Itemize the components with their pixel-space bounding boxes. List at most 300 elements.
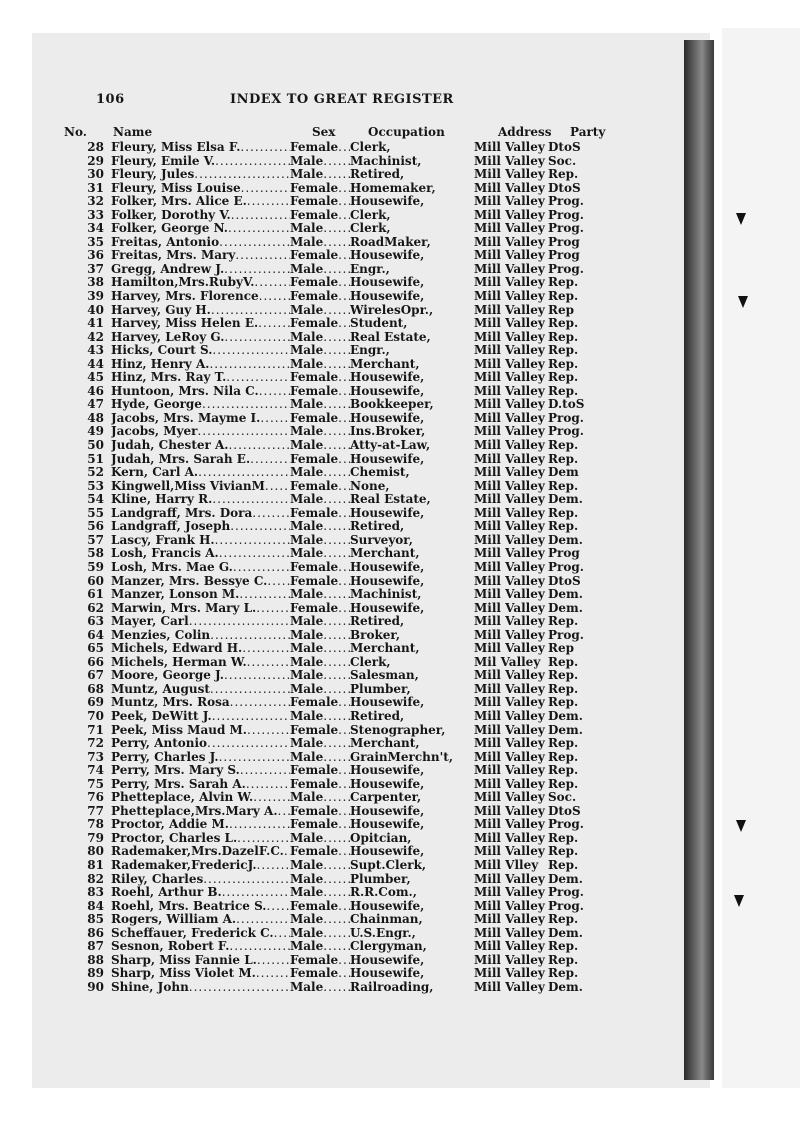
table-row: [64, 764, 624, 778]
voter-address: Mill Valley: [474, 573, 545, 588]
voter-occupation: Housewife,: [350, 804, 425, 818]
table-row: [64, 331, 624, 345]
entry-number: 58: [87, 546, 104, 561]
voter-address: Mill Valley: [474, 790, 545, 805]
voter-party: Rep.: [548, 776, 579, 791]
voter-address: Mil Valley: [474, 654, 541, 669]
voter-sex: Male .....: [290, 940, 350, 954]
voter-sex: Male .....: [290, 832, 350, 846]
voter-party: Dem.: [548, 587, 583, 602]
table-row: [64, 371, 624, 385]
voter-sex: Female .....: [290, 818, 350, 832]
table-row: [64, 818, 624, 832]
voter-party: DtoS: [548, 573, 581, 588]
entry-number: 79: [87, 830, 104, 845]
voter-party: Rep.: [548, 912, 579, 927]
entry-number: 66: [87, 654, 104, 669]
voter-occupation: GrainMerchn't,: [350, 750, 454, 764]
voter-name: Rademaker,Mrs.DazelF.C. .....: [111, 845, 290, 859]
voter-name: Muntz, August .....: [111, 683, 290, 697]
entry-number: 52: [87, 465, 104, 480]
voter-address: Mill Valley: [474, 722, 545, 737]
entry-number: 67: [87, 668, 104, 683]
voter-occupation: Real Estate,: [350, 493, 431, 507]
voter-address: Mill Valley: [474, 803, 545, 818]
voter-name: Landgraff, Mrs. Dora .....: [111, 507, 290, 521]
table-row: [64, 791, 624, 805]
table-row: [64, 317, 624, 331]
entry-number: 38: [87, 275, 104, 290]
voter-name: Harvey, Guy H. .....: [111, 304, 290, 318]
entry-number: 30: [87, 167, 104, 182]
voter-party: Rep.: [548, 505, 579, 520]
voter-sex: Female .....: [290, 195, 350, 209]
voter-occupation: Student,: [350, 317, 408, 331]
voter-address: Mill Valley: [474, 587, 545, 602]
voter-party: Rep.: [548, 370, 579, 385]
voter-occupation: Real Estate,: [350, 330, 431, 344]
table-row: [64, 683, 624, 697]
entry-number: 33: [87, 207, 104, 222]
voter-name: Hyde, George .....: [111, 398, 290, 412]
voter-sex: Male .....: [290, 886, 350, 900]
voter-address: Mill Valley: [474, 234, 545, 249]
register-entries: [64, 141, 624, 994]
voter-party: Rep.: [548, 519, 579, 534]
voter-name: Sharp, Miss Violet M. .....: [111, 967, 290, 981]
voter-name: Kline, Harry R. .....: [111, 493, 290, 507]
voter-name: Folker, Mrs. Alice E. .....: [111, 195, 290, 209]
voter-party: Rep.: [548, 939, 579, 954]
voter-name: Shine, John .....: [111, 981, 290, 995]
voter-occupation: Bookkeeper,: [350, 398, 434, 412]
entry-number: 53: [87, 478, 104, 493]
entry-number: 42: [87, 329, 104, 344]
voter-name: Fleury, Miss Louise .....: [111, 182, 290, 196]
table-row: [64, 805, 624, 819]
voter-occupation: Retired,: [350, 709, 405, 723]
voter-address: Mill Valley: [474, 465, 545, 480]
voter-name: Perry, Antonio .....: [111, 737, 290, 751]
voter-sex: Female .....: [290, 276, 350, 290]
voter-address: Mill Valley: [474, 736, 545, 751]
entry-number: 74: [87, 763, 104, 778]
voter-name: Jacobs, Mrs. Mayme I. .....: [111, 412, 290, 426]
voter-sex: Male .....: [290, 466, 350, 480]
voter-address: Mill Valley: [474, 600, 545, 615]
table-row: [64, 425, 624, 439]
voter-name: Michels, Edward H. .....: [111, 642, 290, 656]
voter-sex: Male .....: [290, 981, 350, 995]
voter-address: Mill Valley: [474, 302, 545, 317]
voter-party: Rep.: [548, 668, 579, 683]
voter-name: Michels, Herman W. .....: [111, 656, 290, 670]
voter-party: Rep.: [548, 681, 579, 696]
voter-sex: Female .....: [290, 778, 350, 792]
voter-sex: Female .....: [290, 249, 350, 263]
voter-occupation: Clergyman,: [350, 940, 427, 954]
voter-party: Soc.: [548, 790, 577, 805]
voter-address: Mill Valley: [474, 356, 545, 371]
ink-blot: [738, 296, 748, 308]
column-header-name: Name: [113, 125, 153, 139]
table-row: [64, 155, 624, 169]
table-row: [64, 873, 624, 887]
voter-occupation: Merchant,: [350, 357, 420, 371]
voter-name: Harvey, LeRoy G. .....: [111, 331, 290, 345]
voter-sex: Female .....: [290, 507, 350, 521]
voter-address: Mill Valley: [474, 140, 545, 154]
voter-address: Mill Valley: [474, 749, 545, 764]
entry-number: 80: [87, 844, 104, 859]
table-row: [64, 236, 624, 250]
voter-sex: Male .....: [290, 222, 350, 236]
voter-party: Prog.: [548, 261, 584, 276]
voter-name: Rogers, William A. .....: [111, 913, 290, 927]
voter-address: Mill Valley: [474, 397, 545, 412]
voter-name: Sesnon, Robert F. .....: [111, 940, 290, 954]
entry-number: 68: [87, 681, 104, 696]
table-row: [64, 954, 624, 968]
entry-number: 86: [87, 925, 104, 940]
voter-name: Perry, Mrs. Mary S. .....: [111, 764, 290, 778]
voter-party: Rep.: [548, 695, 579, 710]
voter-occupation: Salesman,: [350, 669, 419, 683]
voter-occupation: Housewife,: [350, 249, 425, 263]
voter-name: Perry, Charles J. .....: [111, 751, 290, 765]
voter-occupation: U.S.Engr.,: [350, 926, 416, 940]
voter-address: Mill Valley: [474, 668, 545, 683]
entry-number: 28: [87, 140, 104, 154]
table-row: [64, 575, 624, 589]
voter-address: Mill Valley: [474, 343, 545, 358]
entry-number: 50: [87, 438, 104, 453]
voter-name: Huntoon, Mrs. Nila C. .....: [111, 385, 290, 399]
voter-address: Mill Valley: [474, 979, 545, 994]
voter-name: Moore, George J. .....: [111, 669, 290, 683]
entry-number: 37: [87, 261, 104, 276]
voter-sex: Female .....: [290, 209, 350, 223]
table-row: [64, 182, 624, 196]
voter-sex: Female .....: [290, 954, 350, 968]
voter-address: Mill Valley: [474, 519, 545, 534]
voter-address: Mill Valley: [474, 153, 545, 168]
voter-party: Rep.: [548, 966, 579, 981]
voter-party: Prog.: [548, 898, 584, 913]
table-row: [64, 453, 624, 467]
voter-sex: Male .....: [290, 642, 350, 656]
voter-occupation: Housewife,: [350, 818, 425, 832]
entry-number: 87: [87, 939, 104, 954]
voter-name: Muntz, Mrs. Rosa .....: [111, 696, 290, 710]
voter-sex: Female .....: [290, 141, 350, 155]
voter-occupation: R.R.Com.,: [350, 886, 417, 900]
voter-address: Mill Valley: [474, 817, 545, 832]
voter-party: Rep.: [548, 356, 579, 371]
voter-address: Mill Valley: [474, 681, 545, 696]
voter-address: Mill Valley: [474, 410, 545, 425]
column-header-party: Party: [570, 125, 606, 139]
voter-occupation: Housewife,: [350, 384, 425, 398]
voter-sex: Male .....: [290, 344, 350, 358]
table-row: [64, 358, 624, 372]
table-row: [64, 398, 624, 412]
voter-occupation: Housewife,: [350, 696, 425, 710]
voter-sex: Male .....: [290, 425, 350, 439]
voter-sex: Male .....: [290, 534, 350, 548]
voter-occupation: Plumber,: [350, 682, 411, 696]
voter-occupation: Atty-at-Law,: [350, 439, 431, 453]
voter-sex: Male .....: [290, 588, 350, 602]
voter-address: Mill Valley: [474, 438, 545, 453]
table-row: [64, 832, 624, 846]
table-row: [64, 859, 624, 873]
table-row: [64, 886, 624, 900]
column-header-address: Address: [498, 125, 552, 139]
voter-address: Mill Valley: [474, 966, 545, 981]
entry-number: 39: [87, 289, 104, 304]
voter-address: Mill Valley: [474, 641, 545, 656]
voter-address: Mill Valley: [474, 776, 545, 791]
voter-name: Rademaker,FredericJ. .....: [111, 859, 290, 873]
voter-sex: Male .....: [290, 358, 350, 372]
voter-address: Mill Valley: [474, 478, 545, 493]
voter-occupation: Retired,: [350, 168, 405, 182]
voter-occupation: Housewife,: [350, 371, 425, 385]
voter-occupation: Engr.,: [350, 262, 390, 276]
voter-name: Kingwell,Miss VivianM .....: [111, 480, 290, 494]
table-row: [64, 466, 624, 480]
voter-party: Prog.: [548, 410, 584, 425]
voter-party: DtoS: [548, 180, 581, 195]
voter-party: Prog.: [548, 424, 584, 439]
voter-party: Dem.: [548, 708, 583, 723]
voter-address: Mill Valley: [474, 451, 545, 466]
entry-number: 81: [87, 857, 104, 872]
voter-sex: Male .....: [290, 331, 350, 345]
voter-name: Losh, Mrs. Mae G. .....: [111, 561, 290, 575]
table-row: [64, 981, 624, 995]
entry-number: 29: [87, 153, 104, 168]
voter-name: Judah, Chester A. .....: [111, 439, 290, 453]
voter-occupation: Housewife,: [350, 967, 425, 981]
voter-sex: Male .....: [290, 873, 350, 887]
voter-address: Mill Valley: [474, 898, 545, 913]
voter-party: Dem.: [548, 722, 583, 737]
voter-address: Mill Valley: [474, 559, 545, 574]
voter-sex: Female .....: [290, 764, 350, 778]
table-row: [64, 141, 624, 155]
voter-sex: Female .....: [290, 967, 350, 981]
table-row: [64, 778, 624, 792]
voter-occupation: Chemist,: [350, 466, 410, 480]
entry-number: 54: [87, 492, 104, 507]
voter-party: Rep.: [548, 329, 579, 344]
page-title: INDEX TO GREAT REGISTER: [230, 92, 454, 107]
voter-address: Mill Valley: [474, 546, 545, 561]
voter-party: Dem.: [548, 871, 583, 886]
voter-occupation: Housewife,: [350, 764, 425, 778]
voter-party: Dem.: [548, 492, 583, 507]
table-row: [64, 967, 624, 981]
voter-sex: Male .....: [290, 669, 350, 683]
voter-sex: Female .....: [290, 561, 350, 575]
voter-occupation: Stenographer,: [350, 723, 446, 737]
voter-occupation: Housewife,: [350, 452, 425, 466]
voter-sex: Male .....: [290, 398, 350, 412]
voter-occupation: Railroading,: [350, 980, 434, 994]
entry-number: 60: [87, 573, 104, 588]
table-row: [64, 588, 624, 602]
voter-name: Judah, Mrs. Sarah E. .....: [111, 453, 290, 467]
voter-address: Mill Valley: [474, 925, 545, 940]
voter-sex: Male .....: [290, 547, 350, 561]
voter-party: DtoS: [548, 803, 581, 818]
table-row: [64, 263, 624, 277]
voter-party: Rep.: [548, 383, 579, 398]
entry-number: 47: [87, 397, 104, 412]
entry-number: 89: [87, 966, 104, 981]
voter-party: Rep: [548, 302, 574, 317]
voter-address: Mill Valley: [474, 695, 545, 710]
voter-sex: Male .....: [290, 520, 350, 534]
voter-occupation: Surveyor,: [350, 533, 413, 547]
table-row: [64, 913, 624, 927]
book-spine-shadow: [684, 40, 714, 1080]
table-row: [64, 642, 624, 656]
voter-sex: Male .....: [290, 859, 350, 873]
voter-sex: Male .....: [290, 263, 350, 277]
voter-name: Kern, Carl A. .....: [111, 466, 290, 480]
voter-name: Scheffauer, Frederick C. .....: [111, 927, 290, 941]
table-row: [64, 480, 624, 494]
entry-number: 56: [87, 519, 104, 534]
voter-name: Jacobs, Myer .....: [111, 425, 290, 439]
voter-occupation: Chainman,: [350, 913, 423, 927]
table-row: [64, 168, 624, 182]
entry-number: 44: [87, 356, 104, 371]
column-header-no: No.: [64, 125, 87, 139]
voter-party: Rep.: [548, 763, 579, 778]
voter-occupation: Machinist,: [350, 154, 422, 168]
voter-party: D.toS: [548, 397, 585, 412]
voter-party: Rep.: [548, 451, 579, 466]
voter-name: Mayer, Carl .....: [111, 615, 290, 629]
voter-address: Mill Valley: [474, 316, 545, 331]
voter-sex: Female .....: [290, 575, 350, 589]
entry-number: 75: [87, 776, 104, 791]
voter-occupation: Housewife,: [350, 777, 425, 791]
voter-name: Hinz, Mrs. Ray T. .....: [111, 371, 290, 385]
voter-address: Mill Valley: [474, 194, 545, 209]
voter-party: Dem.: [548, 925, 583, 940]
voter-address: Mill Valley: [474, 370, 545, 385]
voter-party: Rep.: [548, 844, 579, 859]
voter-sex: Male .....: [290, 656, 350, 670]
entry-number: 71: [87, 722, 104, 737]
voter-party: Dem.: [548, 600, 583, 615]
table-row: [64, 629, 624, 643]
entry-number: 64: [87, 627, 104, 642]
voter-name: Gregg, Andrew J. .....: [111, 263, 290, 277]
voter-name: Hinz, Henry A. .....: [111, 358, 290, 372]
entry-number: 34: [87, 221, 104, 236]
voter-address: Mill Valley: [474, 505, 545, 520]
voter-party: Prog.: [548, 559, 584, 574]
entry-number: 36: [87, 248, 104, 263]
table-row: [64, 710, 624, 724]
voter-occupation: Machinist,: [350, 588, 422, 602]
entry-number: 48: [87, 410, 104, 425]
voter-name: Freitas, Mrs. Mary .....: [111, 249, 290, 263]
voter-address: Mill Valley: [474, 952, 545, 967]
voter-sex: Male .....: [290, 791, 350, 805]
table-row: [64, 845, 624, 859]
voter-sex: Female .....: [290, 602, 350, 616]
voter-party: Rep.: [548, 857, 579, 872]
voter-name: Lascy, Frank H. .....: [111, 534, 290, 548]
table-row: [64, 737, 624, 751]
voter-party: Dem.: [548, 979, 583, 994]
table-row: [64, 696, 624, 710]
voter-occupation: WirelesOpr.,: [350, 303, 434, 317]
table-row: [64, 534, 624, 548]
table-row: [64, 276, 624, 290]
table-row: [64, 602, 624, 616]
entry-number: 63: [87, 614, 104, 629]
column-header-occupation: Occupation: [368, 125, 445, 139]
voter-address: Mill Valley: [474, 329, 545, 344]
voter-sex: Male .....: [290, 615, 350, 629]
voter-sex: Male .....: [290, 155, 350, 169]
voter-party: Rep.: [548, 275, 579, 290]
entry-number: 51: [87, 451, 104, 466]
voter-party: Rep.: [548, 736, 579, 751]
voter-name: Harvey, Miss Helen E. .....: [111, 317, 290, 331]
voter-sex: Female .....: [290, 371, 350, 385]
voter-party: DtoS: [548, 140, 581, 154]
voter-sex: Female .....: [290, 182, 350, 196]
voter-name: Proctor, Charles L. .....: [111, 832, 290, 846]
voter-address: Mill Vlley: [474, 857, 539, 872]
voter-address: Mill Valley: [474, 871, 545, 886]
voter-party: Prog.: [548, 817, 584, 832]
voter-address: Mill Valley: [474, 180, 545, 195]
voter-sex: Female .....: [290, 900, 350, 914]
voter-occupation: Housewife,: [350, 290, 425, 304]
table-row: [64, 669, 624, 683]
table-row: [64, 290, 624, 304]
voter-occupation: Housewife,: [350, 899, 425, 913]
table-row: [64, 507, 624, 521]
voter-party: Rep.: [548, 316, 579, 331]
table-row: [64, 304, 624, 318]
voter-address: Mill Valley: [474, 614, 545, 629]
voter-sex: Female .....: [290, 480, 350, 494]
table-row: [64, 195, 624, 209]
voter-name: Fleury, Emile V. .....: [111, 155, 290, 169]
table-row: [64, 439, 624, 453]
voter-occupation: Housewife,: [350, 845, 425, 859]
voter-address: Mill Valley: [474, 627, 545, 642]
voter-party: Rep.: [548, 654, 579, 669]
table-row: [64, 344, 624, 358]
voter-sex: Male .....: [290, 927, 350, 941]
voter-name: Landgraff, Joseph .....: [111, 520, 290, 534]
voter-address: Mill Valley: [474, 708, 545, 723]
voter-name: Peek, DeWitt J. .....: [111, 710, 290, 724]
ink-blot: [734, 895, 744, 907]
